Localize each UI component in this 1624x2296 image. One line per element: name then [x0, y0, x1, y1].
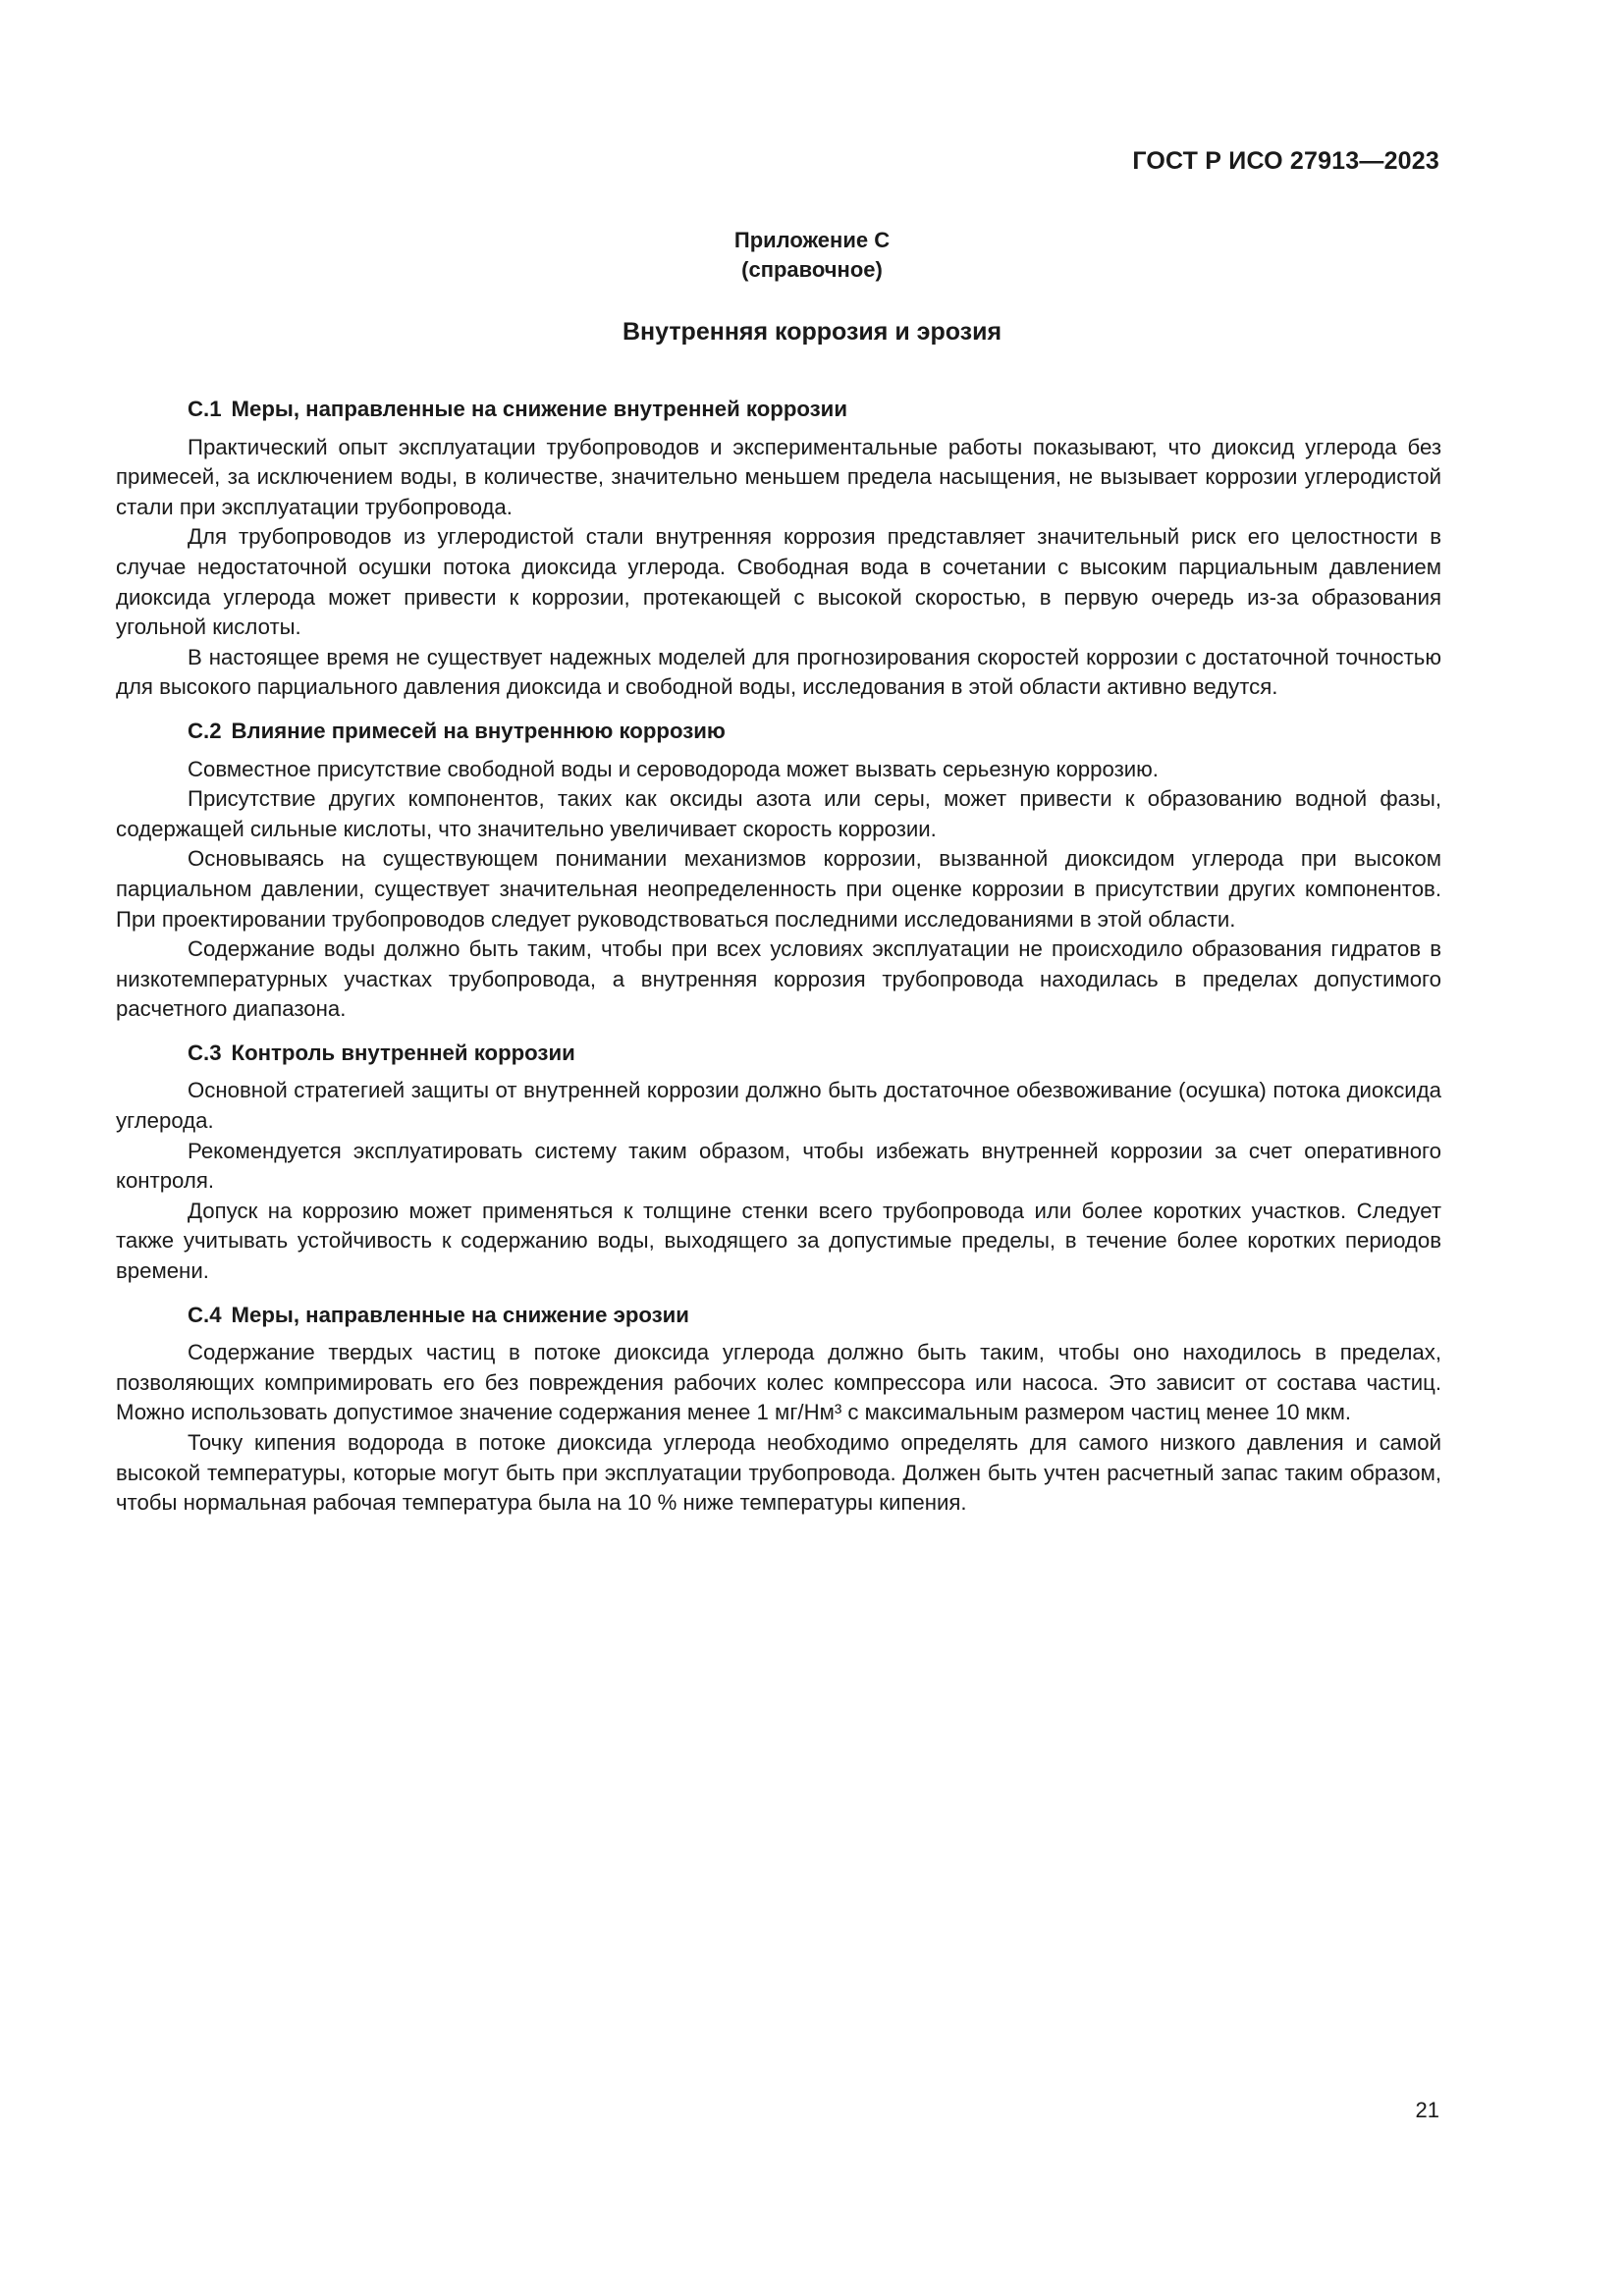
page-title: Внутренняя коррозия и эрозия — [622, 318, 1002, 346]
paragraph: Совместное присутствие свободной воды и сероводорода может вызвать серьезную коррозию. — [188, 756, 1159, 781]
annex-heading — [0, 226, 1624, 285]
section-title: Контроль внутренней коррозии — [231, 1040, 575, 1065]
paragraph: Практический опыт эксплуатации трубопроводов и экспериментальные работы показывают, что диоксид углерода без примесей, за исключением воды, в количестве, значительно меньшем предела насыщения, не вызывает коррозии углеродистой стали при эксплуатации трубопровода. — [116, 434, 1441, 519]
section-number: С.3 — [188, 1040, 222, 1065]
section-heading — [116, 1039, 1441, 1069]
paragraph: Содержание воды должно быть таким, чтобы при всех условиях эксплуатации не происходило образования гидратов в низкотемпературных участках трубопровода, а внутренняя коррозия трубопровода находилась в пределах допустимого расчетного диапазона. — [116, 936, 1441, 1022]
section-number: С.2 — [188, 718, 222, 743]
section-heading — [116, 395, 1441, 425]
section-heading — [116, 1301, 1441, 1331]
section-heading — [116, 717, 1441, 747]
section-c4 — [116, 1301, 1441, 1519]
paragraph: Присутствие других компонентов, таких как оксиды азота или серы, может привести к образованию водной фазы, содержащей сильные кислоты, что значительно увеличивает скорость коррозии. — [116, 786, 1441, 841]
paragraph: Основываясь на существующем понимании механизмов коррозии, вызванной диоксидом углерода при высоком парциальном давлении, существует значительная неопределенность при оценке коррозии в присутствии других компонентов. При проектировании трубопроводов следует руководствоваться последними исследованиями в этой области. — [116, 846, 1441, 932]
paragraph: Рекомендуется эксплуатировать систему таким образом, чтобы избежать внутренней коррозии за счет оперативного контроля. — [116, 1138, 1441, 1194]
paragraph: Для трубопроводов из углеродистой стали внутренняя коррозия представляет значительный риск его целостности в случае недостаточной осушки потока диоксида углерода. Свободная вода в сочетании с высоким парциальным давлением диоксида углерода может привести к коррозии, протекающей с высокой скоростью, в первую очередь из-за образования угольной кислоты. — [116, 524, 1441, 640]
document-body — [116, 395, 1441, 1532]
paragraph: Допуск на коррозию может применяться к толщине стенки всего трубопровода или более коротких участков. Следует также учитывать устойчивость к содержанию воды, выходящего за допустимые пределы, в течение более коротких периодов времени. — [116, 1198, 1441, 1284]
paragraph: В настоящее время не существует надежных моделей для прогнозирования скоростей коррозии с достаточной точностью для высокого парциального давления диоксида и свободной воды, исследования в этой области активно ведутся. — [116, 644, 1441, 700]
section-c3 — [116, 1039, 1441, 1287]
page-number: 21 — [1415, 2098, 1439, 2122]
annex-title: Приложение С — [733, 228, 891, 252]
section-title: Меры, направленные на снижение эрозии — [231, 1302, 689, 1327]
section-c2 — [116, 717, 1441, 1025]
section-number: С.4 — [188, 1302, 222, 1327]
paragraph: Точку кипения водорода в потоке диоксида углерода необходимо определять для самого низкого давления и самой высокой температуры, которые могут быть при эксплуатации трубопровода. Должен быть учтен расчетный запас таким образом, чтобы нормальная рабочая температура была на 10 % ниже температуры кипения. — [116, 1430, 1441, 1516]
document-code: ГОСТ Р ИСО 27913—2023 — [1132, 147, 1439, 175]
paragraph: Содержание твердых частиц в потоке диоксида углерода должно быть таким, чтобы оно находилось в пределах, позволяющих компримировать его без повреждения рабочих колес компрессора или насоса. Это зависит от состава частиц. Можно использовать допустимое значение содержания менее 1 мг/Нм³ с максимальным размером частиц менее 10 мкм. — [116, 1340, 1441, 1425]
section-number: С.1 — [188, 397, 222, 421]
section-title: Влияние примесей на внутреннюю коррозию — [231, 718, 726, 743]
section-title: Меры, направленные на снижение внутренней коррозии — [231, 397, 847, 421]
paragraph: Основной стратегией защиты от внутренней коррозии должно быть достаточное обезвоживание (осушка) потока диоксида углерода. — [116, 1078, 1441, 1134]
section-c1 — [116, 395, 1441, 703]
annex-subtitle: (справочное) — [741, 257, 883, 282]
